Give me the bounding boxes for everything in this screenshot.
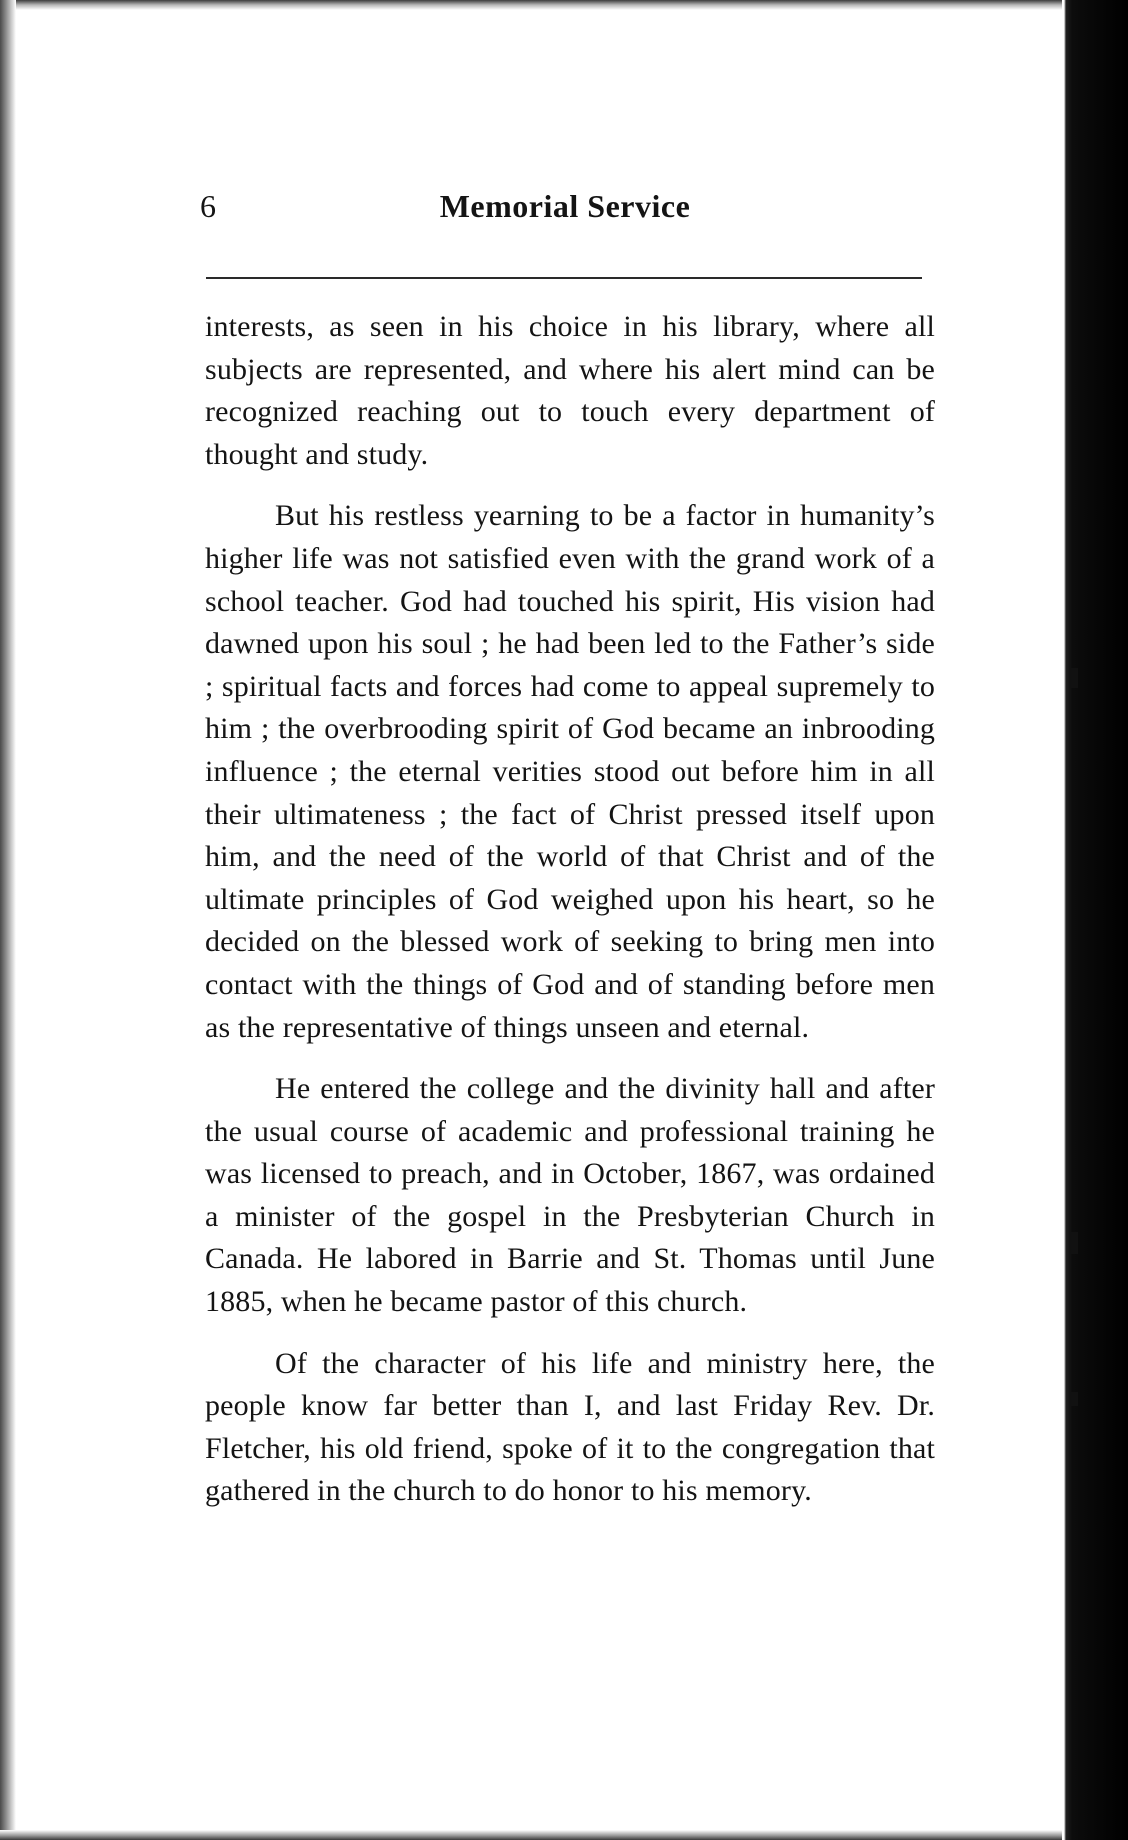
- header-rule: [206, 277, 922, 279]
- running-title: Memorial Service: [439, 188, 691, 224]
- body-text: [205, 306, 935, 1532]
- page-header: [200, 188, 930, 238]
- paragraph: Of the character of his life and ministry here, the people know far better than I, and last Friday Rev. Dr. Fletcher, his old friend, spoke of it to the congregation that gathered in the church to do honor to his memory.: [205, 1346, 935, 1508]
- paragraph: But his restless yearning to be a factor in humanity’s higher life was not satisfied even with the grand work of a school teacher. God had touched his spirit, His vision had dawned upon his soul ; he had been led to the Father’s side ; spiritual facts and forces had come to appeal supremely to him ; the overbrooding spirit of God became an inbrooding influence ; the eternal verities stood out before him in all their ultimateness ; the fact of Christ pressed itself upon him, and the need of the world of that Christ and of the ultimate principles of God weighed upon his heart, so he decided on the blessed work of seeking to bring men into contact with the things of God and of standing before men as the representative of things unseen and eternal.: [205, 499, 935, 1044]
- paragraph: interests, as seen in his choice in his library, where all subjects are represented, and where his alert mind can be recognized reaching out to touch every department of thought and study.: [205, 310, 935, 471]
- paragraph: He entered the college and the divinity hall and after the usual course of academic and professional training he was licensed to preach, and in October, 1867, was ordained a minister of the gospel in the Presbyterian Church in Canada. He labored in Barrie and St. Thomas until June 1885, when he became pastor of this church.: [205, 1072, 935, 1319]
- page-number: 6: [200, 188, 217, 224]
